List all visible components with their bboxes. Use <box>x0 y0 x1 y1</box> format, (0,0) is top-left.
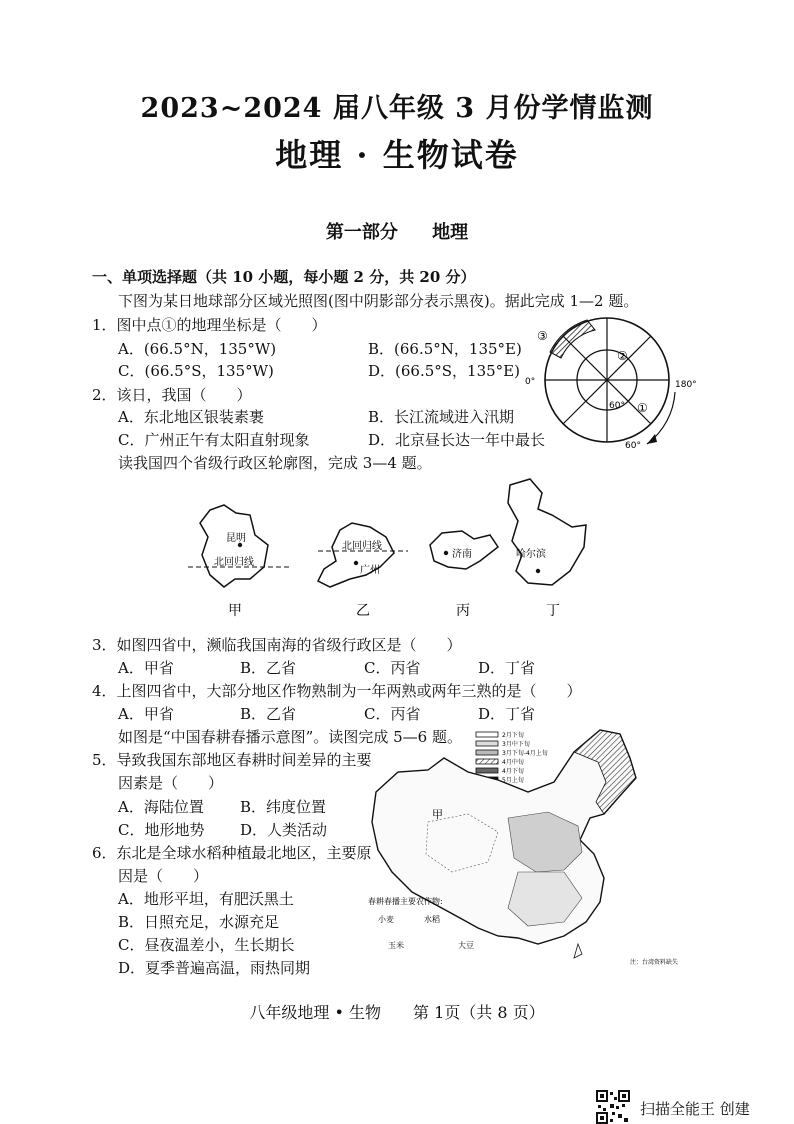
map-note: 注：台湾资料缺失 <box>630 959 679 966</box>
legend-item-1: 2月下旬 <box>502 732 524 739</box>
q4-option-a: A．甲省 <box>118 705 174 723</box>
scanner-watermark: 扫描全能王 创建 <box>640 1100 750 1118</box>
intro-3-4: 读我国四个省级行政区轮廓图，完成 3—4 题。 <box>118 454 432 472</box>
map-legend <box>476 731 548 784</box>
illumination-diagram <box>525 312 715 457</box>
question-1-stem: 1．图中点①的地理坐标是（ ） <box>92 316 327 334</box>
q6-option-b: B．日照充足，水源充足 <box>118 913 280 931</box>
question-6-stem-2: 因是（ ） <box>118 867 209 885</box>
qr-code-icon <box>596 1090 630 1124</box>
province-bing-name: 丙 <box>456 603 470 619</box>
legend-item-2: 3月中下旬 <box>502 741 530 748</box>
question-6-stem: 6．东北是全球水稻种植最北地区，主要原 <box>92 844 372 862</box>
question-5-stem-2: 因素是（ ） <box>118 774 224 792</box>
section-intro: 下图为某日地球部分区域光照图(图中阴影部分表示黑夜)。据此完成 1—2 题。 <box>118 292 639 310</box>
q3-option-a: A．甲省 <box>118 659 174 677</box>
q1-option-a: A．(66.5°N，135°W) <box>118 340 277 358</box>
q5-option-d: D．人类活动 <box>240 821 328 839</box>
q2-option-a: A．东北地区银装素裹 <box>118 408 264 426</box>
q5-option-c: C．地形地势 <box>118 821 205 839</box>
page-footer: 八年级地理 • 生物 第 1页（共 8 页） <box>249 1003 545 1022</box>
part-label: 第一部分 <box>325 222 398 243</box>
question-3-stem: 3．如图四省中，濒临我国南海的省级行政区是（ ） <box>92 636 462 654</box>
province-ding-name: 丁 <box>546 603 560 619</box>
q6-option-d: D．夏季普遍高温，雨热同期 <box>118 959 311 977</box>
part-subject: 地理 <box>432 222 469 243</box>
q4-option-b: B．乙省 <box>240 705 297 723</box>
diagram-label-0deg: 0° <box>525 377 536 387</box>
q3-option-c: C．丙省 <box>364 659 421 677</box>
china-spring-sowing-map <box>368 722 686 972</box>
q6-option-c: C．昼夜温差小，生长期长 <box>118 936 295 954</box>
diagram-label-60-outer: 60° <box>625 441 641 451</box>
q2-option-c: C．广州正午有太阳直射现象 <box>118 431 310 449</box>
province-yi-line: 北回归线 <box>342 541 382 552</box>
crops-title: 春耕春播主要农作物: <box>368 897 443 906</box>
section-heading: 一、单项选择题（共 10 小题，每小题 2 分，共 20 分） <box>92 268 476 286</box>
q3-option-d: D．丁省 <box>478 659 536 677</box>
question-2-stem: 2．该日，我国（ ） <box>92 386 252 404</box>
province-jia-line: 北回归线 <box>214 557 254 568</box>
q6-option-a: A．地形平坦，有肥沃黑土 <box>118 890 294 908</box>
province-yi-outline <box>318 523 394 587</box>
legend-item-5: 4月下旬 <box>502 768 524 775</box>
crop-corn: 玉米 <box>388 941 404 950</box>
q1-option-d: D．(66.5°S，135°E) <box>368 362 520 380</box>
part-heading <box>0 218 794 244</box>
q5-option-a: A．海陆位置 <box>118 798 204 816</box>
intro-5-6: 如图是“中国春耕春播示意图”。读图完成 5—6 题。 <box>118 728 462 746</box>
province-ding-city: 哈尔滨 <box>516 549 546 560</box>
crop-soybean: 大豆 <box>458 941 474 950</box>
legend-item-6: 5月上旬 <box>502 777 524 784</box>
diagram-label-60-inner: 60° <box>609 401 625 411</box>
crop-wheat: 小麦 <box>378 915 394 924</box>
exam-title: 2023~2024 届八年级 3 月份学情监测 <box>140 93 654 124</box>
province-jia-outline <box>200 505 268 587</box>
question-4-stem: 4．上图四省中，大部分地区作物熟制为一年两熟或两年三熟的是（ ） <box>92 682 582 700</box>
diagram-label-3: ③ <box>537 329 548 343</box>
q2-option-b: B．长江流域进入汛期 <box>368 408 515 426</box>
province-jia-city: 昆明 <box>226 533 246 544</box>
province-bing-city: 济南 <box>452 549 472 560</box>
diagram-label-1: ① <box>637 401 648 415</box>
q1-option-c: C．(66.5°S，135°W) <box>118 362 274 380</box>
q5-option-b: B．纬度位置 <box>240 798 327 816</box>
map-label-jia: 甲 <box>432 808 443 821</box>
q3-option-b: B．乙省 <box>240 659 297 677</box>
legend-item-3: 3月下旬-4月上旬 <box>502 750 548 757</box>
q1-option-b: B．(66.5°N，135°E) <box>368 340 522 358</box>
legend-item-4: 4月中旬 <box>502 759 524 766</box>
q2-option-d: D．北京昼长达一年中最长 <box>368 431 546 449</box>
question-5-stem: 5．导致我国东部地区春耕时间差异的主要 <box>92 751 372 769</box>
exam-subtitle: 地理 · 生物试卷 <box>275 136 519 174</box>
province-yi-name: 乙 <box>356 603 370 619</box>
diagram-label-2: ② <box>617 349 628 363</box>
q4-option-d: D．丁省 <box>478 705 536 723</box>
province-yi-city: 广州 <box>360 565 380 576</box>
province-jia-name: 甲 <box>228 603 242 619</box>
province-outlines <box>180 475 600 625</box>
diagram-label-180deg: 180° <box>675 380 697 390</box>
province-ding-outline <box>508 479 586 585</box>
crop-rice: 水稻 <box>424 915 440 924</box>
q4-option-c: C．丙省 <box>364 705 421 723</box>
